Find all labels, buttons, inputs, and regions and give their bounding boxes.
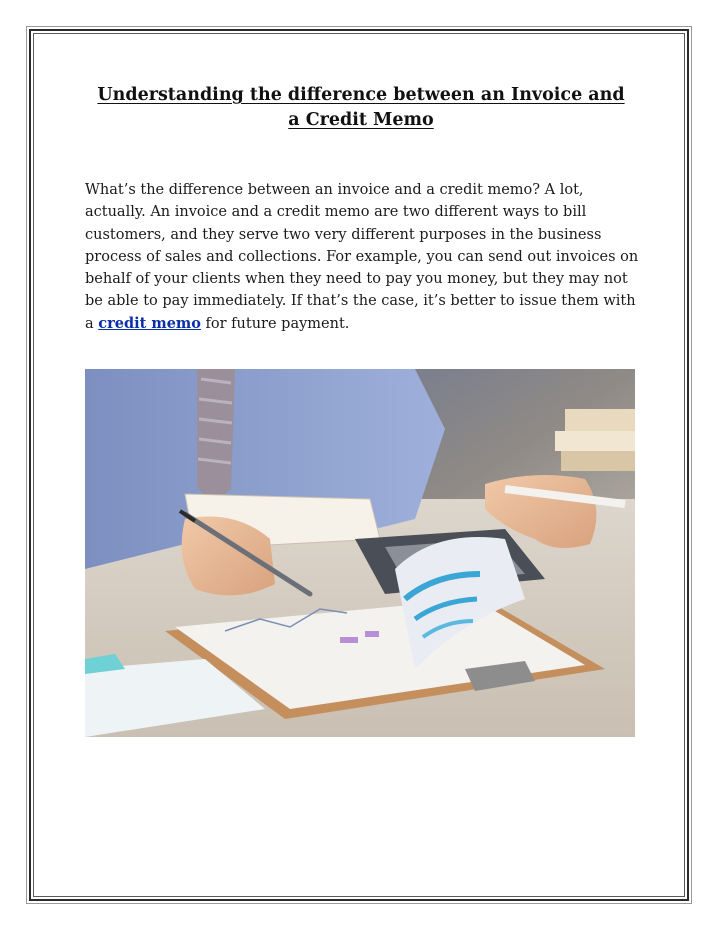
accounting-photo: [85, 369, 635, 737]
paragraph-text-after-link: for future payment.: [200, 315, 350, 332]
page-border: [29, 29, 689, 901]
paragraph-text-before-link: What’s the difference between an invoice and a credit memo? A lot, actually. An invoice and a credit memo are two different ways to bill customers, and they serve two very different purposes in the business process of sales and collections. For example, you can send out invoices on behalf of your clients when they need to pay you money, but they may not be able to pay immediately. If that’s the case, it’s better to issue them with a: [85, 182, 639, 332]
intro-paragraph: [85, 179, 645, 335]
document-title: Understanding the difference between an Invoice and a Credit Memo: [97, 85, 625, 130]
accounting-photo-illustration: [85, 369, 635, 737]
credit-memo-link[interactable]: credit memo: [98, 314, 201, 332]
